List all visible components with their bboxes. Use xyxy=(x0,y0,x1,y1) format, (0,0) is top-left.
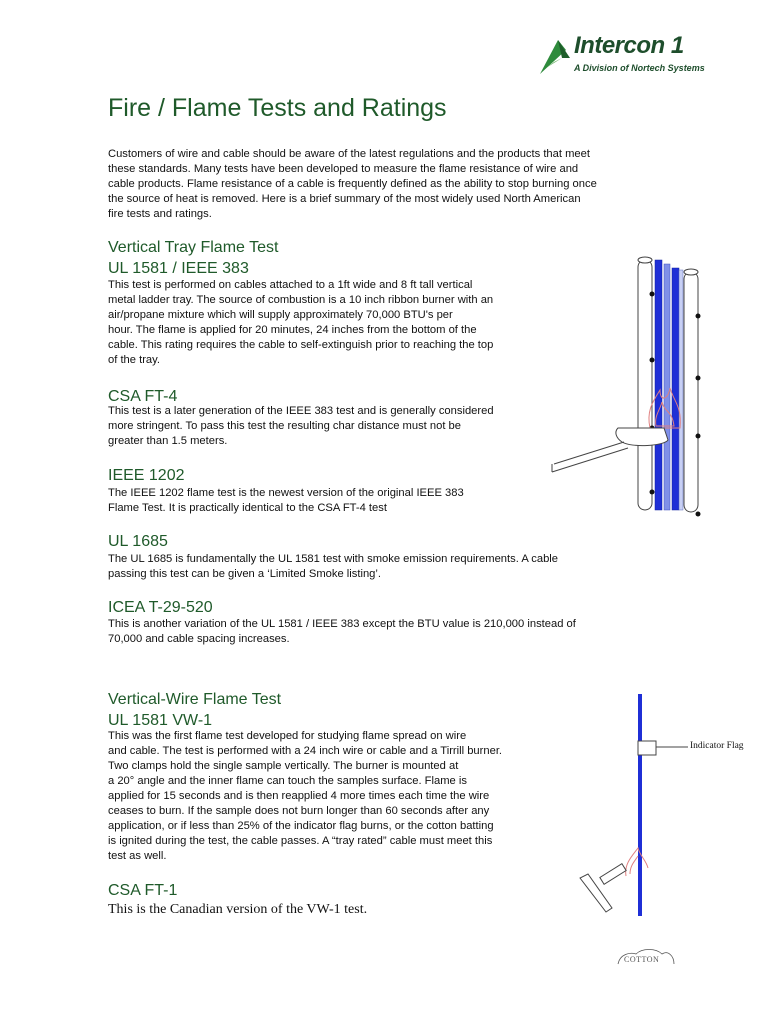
body-line: application, or if less than 25% of the indicator flag burns, or the cotton batting xyxy=(108,820,494,832)
page-title: Fire / Flame Tests and Ratings xyxy=(108,94,447,122)
section-body-icea xyxy=(108,617,576,647)
section-heading-icea: ICEA T-29-520 xyxy=(108,599,213,616)
intro-line: the source of heat is removed. Here is a brief summary of the most widely used North American xyxy=(108,193,581,205)
body-line: This is another variation of the UL 1581 / IEEE 383 except the BTU value is 210,000 instead of xyxy=(108,618,576,630)
body-line: cable. This rating requires the cable to self-extinguish prior to reaching the top xyxy=(108,339,494,351)
body-line: metal ladder tray. The source of combustion is a 10 inch ribbon burner with an xyxy=(108,294,494,306)
indicator-flag-label: Indicator Flag xyxy=(690,741,744,751)
body-line: This was the first flame test developed for studying flame spread on wire xyxy=(108,730,467,742)
body-line: 70,000 and cable spacing increases. xyxy=(108,633,290,645)
section-subheading-ul1581-ieee383: UL 1581 / IEEE 383 xyxy=(108,260,249,277)
section-body-ul-1685 xyxy=(108,552,558,582)
body-line: The IEEE 1202 flame test is the newest version of the original IEEE 383 xyxy=(108,487,464,499)
section-heading-csa-ft1: CSA FT-1 xyxy=(108,882,178,899)
intro-line: Customers of wire and cable should be aware of the latest regulations and the products that meet xyxy=(108,148,590,160)
section-heading-vertical-wire: Vertical-Wire Flame Test xyxy=(108,691,282,708)
vertical-tray-figure xyxy=(548,250,708,520)
intro-line: fire tests and ratings. xyxy=(108,208,212,220)
vertical-wire-figure xyxy=(576,690,766,980)
body-line: The UL 1685 is fundamentally the UL 1581 test with smoke emission requirements. A cable xyxy=(108,553,559,565)
section-subheading-ul1581-vw1: UL 1581 VW-1 xyxy=(108,712,213,729)
section-body-ieee-1202 xyxy=(108,486,464,516)
section-heading-ieee-1202: IEEE 1202 xyxy=(108,467,185,484)
body-line: hour. The flame is applied for 20 minutes, 24 inches from the bottom of the xyxy=(108,324,477,336)
body-line: Flame Test. It is practically identical to the CSA FT-4 test xyxy=(108,502,387,514)
body-line: Two clamps hold the single sample vertically. The burner is mounted at xyxy=(108,760,459,772)
body-line: of the tray. xyxy=(108,354,161,366)
body-line: This test is performed on cables attached to a 1ft wide and 8 ft tall vertical xyxy=(108,279,473,291)
body-line: air/propane mixture which will supply approximately 70,000 BTU's per xyxy=(108,309,453,321)
section-body-vertical-wire xyxy=(108,729,502,864)
section-heading-vertical-tray: Vertical Tray Flame Test xyxy=(108,239,279,256)
body-line: more stringent. To pass this test the resulting char distance must not be xyxy=(108,420,462,432)
body-line: This test is a later generation of the IEEE 383 test and is generally considered xyxy=(108,405,494,417)
brand-name: Intercon 1 xyxy=(574,32,684,59)
section-heading-ul-1685: UL 1685 xyxy=(108,533,168,550)
intercon-logo xyxy=(536,34,736,80)
cotton-label: COTTON xyxy=(624,955,660,964)
body-line: and cable. The test is performed with a 24 inch wire or cable and a Tirrill burner. xyxy=(108,745,503,757)
body-line: greater than 1.5 meters. xyxy=(108,435,228,447)
section-body-vertical-tray xyxy=(108,278,493,368)
intro-line: these standards. Many tests have been developed to measure the flame resistance of wire and xyxy=(108,163,579,175)
body-line: ceases to burn. If the sample does not burn longer than 60 seconds after any xyxy=(108,805,490,817)
leaf-logo-icon xyxy=(536,36,572,76)
section-heading-csa-ft4: CSA FT-4 xyxy=(108,388,178,405)
body-line: a 20° angle and the inner flame can touch the samples surface. Flame is xyxy=(108,775,467,787)
body-line: test as well. xyxy=(108,850,167,862)
intro-line: cable products. Flame resistance of a cable is frequently defined as the ability to stop burning once xyxy=(108,178,597,190)
intro-paragraph xyxy=(108,147,597,222)
brand-tagline: A Division of Nortech Systems xyxy=(574,63,705,73)
section-body-csa-ft1: This is the Canadian version of the VW-1 test. xyxy=(108,902,368,917)
section-body-csa-ft4 xyxy=(108,404,494,449)
body-line: applied for 15 seconds and is then reapplied 4 more times each time the wire xyxy=(108,790,490,802)
body-line: is ignited during the test, the cable passes. A “tray rated” cable must meet this xyxy=(108,835,493,847)
body-line: passing this test can be given a ‘Limited Smoke listing’. xyxy=(108,568,381,580)
